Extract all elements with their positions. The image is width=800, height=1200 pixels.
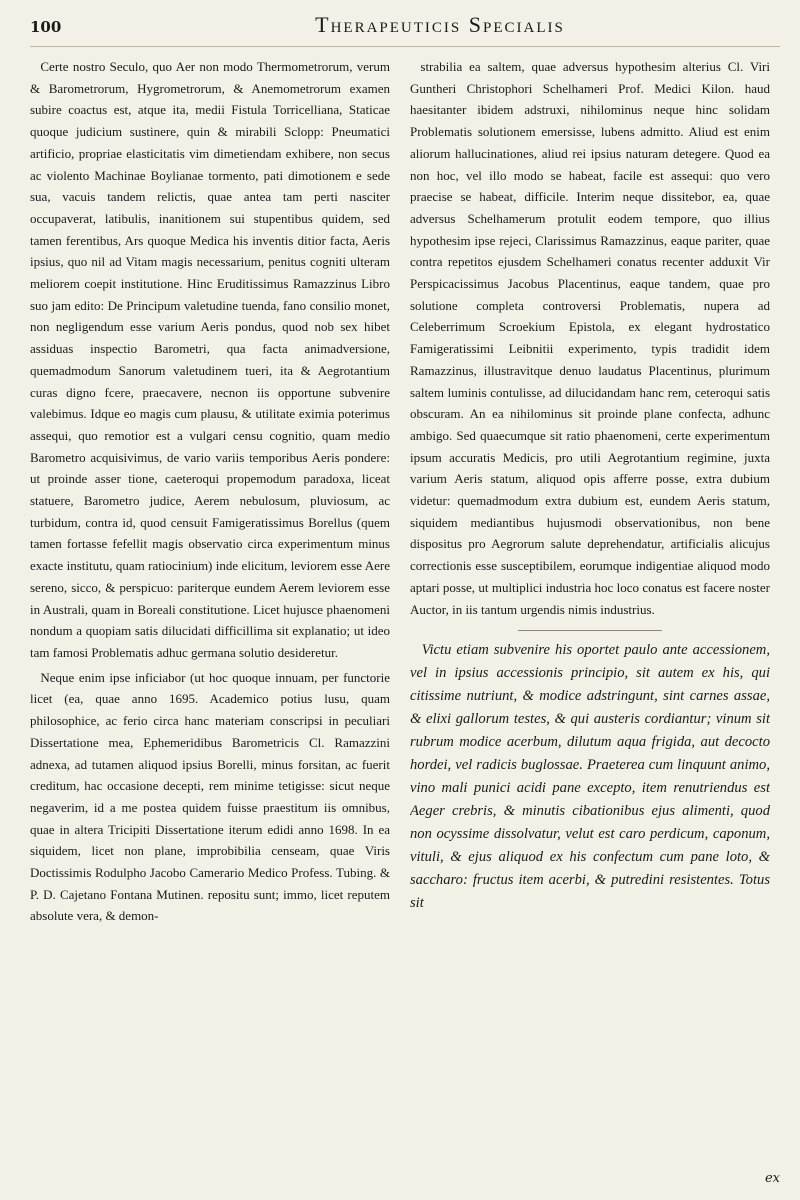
page-header [30,12,780,47]
right-paragraph-1: strabilia ea saltem, quae adversus hypothesim alterius Cl. Viri Guntheri Christophori Schelhameri Prof. Medici Kilon. haud haesitanter ibidem adstruxi, nihilominus neque hinc solidam Problematis solutionem emersisse, lubens admitto. Aliud est enim aliorum hallucinationes, aliud rei ipsius naturam detegere. Quod ea non hoc, vel illo modo se habeat, facile est assequi: quo vero praecise se habeat, difficile. Interim neque dissitebor, ea, quae adversus Schelhamerum protulit eodem tempore, quo illius hypothesim ipse rejeci, Clarissimus Ramazzinus, eaque pariter, quae contra repetitos ejusdem Schelhameri conatus recenter adduxit Vir Perspicacissimus Jacobus Placentinus, eaque tandem, quae pro solutione completa controversi Problematis, nupera ad Celeberrimum Scroekium Epistola, ex elegant hydrostatico Famigeratissimi Leibnitii experimento, typis tradidit idem Ramazzinus, illustravitque denuo laudatus Placentinus, plurimum saltem luminis contulisse, ad dilucidandam hanc rem, ceteroqui satis obscuram. An ea nihilominus sit proinde plane confecta, adhunc ambigo. Sed quaecumque sit ratio phaenomeni, certe experimentum ipsum accuratis Medicis, pro utili Aegrotantium regimine, juxta varium Aeris statum, aliquod opis afferre posse, extra dubium videtur: quemadmodum extra dubium est, eundem Aeris statum, siquidem mediantibus hujusmodi observationibus, non bene dispositus pro Aegrorum salute deprehendatur, artificialis alicujus correctionis esse susceptibilem, eorumque indigentiae aliquod modo aptari posse, ut multiplici industria hoc loco conatus est facere noster Auctor, in iis tantum urgendis nimis industrius. [410,59,770,617]
right-column [410,56,770,1176]
left-paragraph-2: Neque enim ipse inficiabor (ut hoc quoque innuam, per functorie licet (ea, quae anno 1695. Academico potius lusu, quam philosophice, ac ferio circa hanc materiam conscripsi in peculiari Dissertatione mea, Ephemeridibus Barometricis Cl. Ramazzini adnexa, ad tutamen aliquod ipsius Borelli, minus forsitan, ac fuerit creditum, hac occasione decepti, rem minime tetigisse: sicut neque negaverim, id a me postea quidem fuisse praestitum iis omnibus, quae in altera Tricipiti Dissertatione iterum edidi anno 1698. In ea siquidem, licet non plane, improbibilia censeam, quae Viris Doctissimis Rodulpho Jacobo Camerario Medico Profess. Tubing. & P. D. Cajetano Fontana Mutinen. repositu sunt; immo, licet reputem absolute vera, & demon- [30,669,390,924]
left-column [30,56,390,1176]
running-title: Therapeuticis Specialis [315,12,565,37]
left-paragraph-1: Certe nostro Seculo, quo Aer non modo Thermometrorum, verum & Barometrorum, Hygrometrorum, & Anemometrorum examen subire coactus est, atque ita, medii Fistula Torricelliana, Staticae quoque judicium sustinere, quin & mirabili Sclopp: Pneumatici artificio, propriae elasticitatis vim dimetiendam exhibere, non secus ac violento Machinae Boylianae tormento, pati dimotionem e sede sua, vacuis tandem relictis, quae antea tam perti nasciter occupaverat, latibulis, inanitionem sui stupentibus quidem, sed tamen ferentibus, Ars quoque Medica his inventis ditior facta, Aeris ipsius, quo nil ad Vitam magis necessarium, penitus cogniti ulteram meliorem coepit institutione. Hinc Eruditissimus Ramazzinus Libro suo jam edito: De Principum valetudine tuenda, fano consilio monet, non negligendum esse varium Aeris pondus, quod nob sex hibet assiduas inspectio Barometri, qua facta animadversione, quemadmodum Sanorum valetudinem tueri, ita & Aegrotantium curas digno fcere, praecavere, necnon iis opportune subvenire valebimus. Idque eo magis cum plausu, & utilitate eximia poterimus assequi, quo remotior est a vulgari censu cognitio, quam medio Barometro acquisivimus, de vario variis temporibus Aeris pondere: ut proinde asser tione, caeteroqui propemodum paradoxa, liceat statuere, Barometro judice, Aerem nebulosum, pluviosum, ac turbidum, contra id, quod censuit Famigeratissimus Borellus (quem tamen fortasse fefellit magis observatio circa experimentum minus exacte institutu, quam ratiocinium) inde elicitum, leviorem esse Aere sereno, sicco, & perspicuo: pariterque eundem Aerem leviorem esse in Australi, quam in Boreali constitutione. Licet hujusce phaenomeni nondum a quopiam satis dilucidati difficillima sit explanatio; ut ideo tam famosi Problematis adhuc germana solutio desideretur. [30,59,390,660]
section-divider [518,630,662,631]
catchword: ex [764,1171,780,1186]
right-italic-paragraph: Victu etiam subvenire his oportet paulo ante accessionem, vel in ipsius accessionis principio, sit autem ex his, qui citissime nutriunt, & modice adstringunt, sint carnes assae, & elixi gallorum testes, & qui austeris cordiantur; vinum sit rubrum modice acerbum, dilutum aqua frigida, aut decocto hordei, vel radicis buglossae. Praeterea cum linquunt animo, vino mali punici acidi pane excepto, item renutriendus est Aeger crebris, & minutis cibationibus ejus alimenti, quod non ocyssime dissolvatur, velut est caro perdicum, caponum, vituli, & ejus aliquod ex his confectum cum pane loto, & saccharo: fructus item acerbi, & putredini resistentes. Totus sit [410,642,770,912]
page-number: 100 [30,18,62,36]
